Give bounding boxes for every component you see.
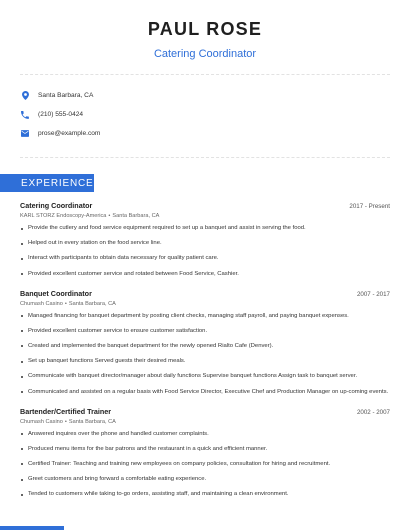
separator-dot: • — [108, 213, 111, 219]
job-entry — [20, 407, 390, 500]
job-bullet: Managed financing for banquet department by posting client checks, managing staff payroll, and paying banquet expenses. — [20, 312, 390, 321]
job-company-line — [20, 419, 390, 425]
job-entry — [20, 201, 390, 279]
phone-text: (210) 555-0424 — [38, 111, 84, 118]
job-bullet: Interact with participants to obtain data necessary for quality patient care. — [20, 254, 390, 263]
job-bullet: Certified Trainer: Teaching and training new employees on company policies, consultation for hiring and recruitment. — [20, 460, 390, 469]
location-pin-icon — [21, 91, 29, 100]
job-location: Santa Barbara, CA — [68, 300, 116, 307]
job-bullet: Helped out in every station on the food service line. — [20, 239, 390, 248]
job-bullet-list — [20, 224, 390, 279]
section-heading-experience: EXPERIENCE — [0, 174, 94, 192]
job-bullet: Communicated and assisted on a regular basis with Food Service Director, Executive Chef and Production Manager on up-coming events. — [20, 388, 390, 397]
job-bullet-list — [20, 312, 390, 397]
job-dates: 2017 - Present — [349, 203, 390, 210]
job-bullet: Provide the cutlery and food service equipment required to set up a banquet and assist in serving the food. — [20, 224, 390, 233]
candidate-name: PAUL ROSE — [147, 19, 263, 39]
section-bar-partial — [0, 526, 64, 530]
divider — [20, 157, 390, 158]
job-entry — [20, 289, 390, 397]
contact-phone — [21, 105, 410, 124]
job-dates: 2002 - 2007 — [356, 408, 390, 416]
job-company-line — [20, 213, 390, 219]
email-text: prose@example.com — [38, 130, 101, 137]
job-bullet: Provided excellent customer service and rotated between Food Service, Cashier. — [20, 270, 390, 279]
job-title: Banquet Coordinator — [20, 288, 92, 298]
job-bullet: Communicate with banquet director/manager about daily functions Supervise banquet functions Assign task to banquet server. — [20, 372, 390, 381]
separator-dot: • — [64, 300, 67, 307]
job-bullet: Greet customers and bring forward a comfortable eating experience. — [20, 475, 390, 484]
phone-icon — [21, 110, 29, 119]
job-company: Chumash Casino — [20, 418, 63, 425]
job-title: Catering Coordinator — [20, 201, 93, 210]
experience-list — [0, 201, 410, 499]
job-bullet: Created and implemented the banquet department for the newly opened Rialto Cafe (Denver). — [20, 342, 390, 351]
job-bullet: Tended to customers while taking to-go orders, assisting staff, and maintaining a clean environment. — [20, 490, 390, 499]
job-location: Santa Barbara, CA — [68, 418, 116, 425]
job-title: Bartender/Certified Trainer — [20, 406, 112, 416]
job-location: Santa Barbara, CA — [112, 213, 160, 219]
job-company: KARL STORZ Endoscopy-America — [20, 213, 107, 219]
separator-dot: • — [64, 418, 67, 425]
job-dates: 2007 - 2017 — [356, 290, 390, 298]
contact-email — [21, 124, 410, 143]
mail-icon — [21, 129, 29, 138]
location-text: Santa Barbara, CA — [38, 92, 94, 99]
resume-header — [0, 0, 410, 60]
job-header — [20, 289, 390, 298]
job-company-line — [20, 301, 390, 307]
contact-location — [21, 86, 410, 105]
job-bullet: Set up banquet functions Served guests their desired meals. — [20, 357, 390, 366]
job-bullet: Answered inquires over the phone and handled customer complaints. — [20, 430, 390, 439]
candidate-role: Catering Coordinator — [153, 48, 257, 60]
job-company: Chumash Casino — [20, 300, 63, 307]
job-header — [20, 201, 390, 210]
job-bullet: Produced menu items for the bar patrons and the restaurant in a quick and efficient manner. — [20, 445, 390, 454]
job-bullet: Provided excellent customer service to ensure customer satisfaction. — [20, 327, 390, 336]
job-bullet-list — [20, 430, 390, 500]
job-header — [20, 407, 390, 416]
contact-list — [0, 75, 410, 143]
